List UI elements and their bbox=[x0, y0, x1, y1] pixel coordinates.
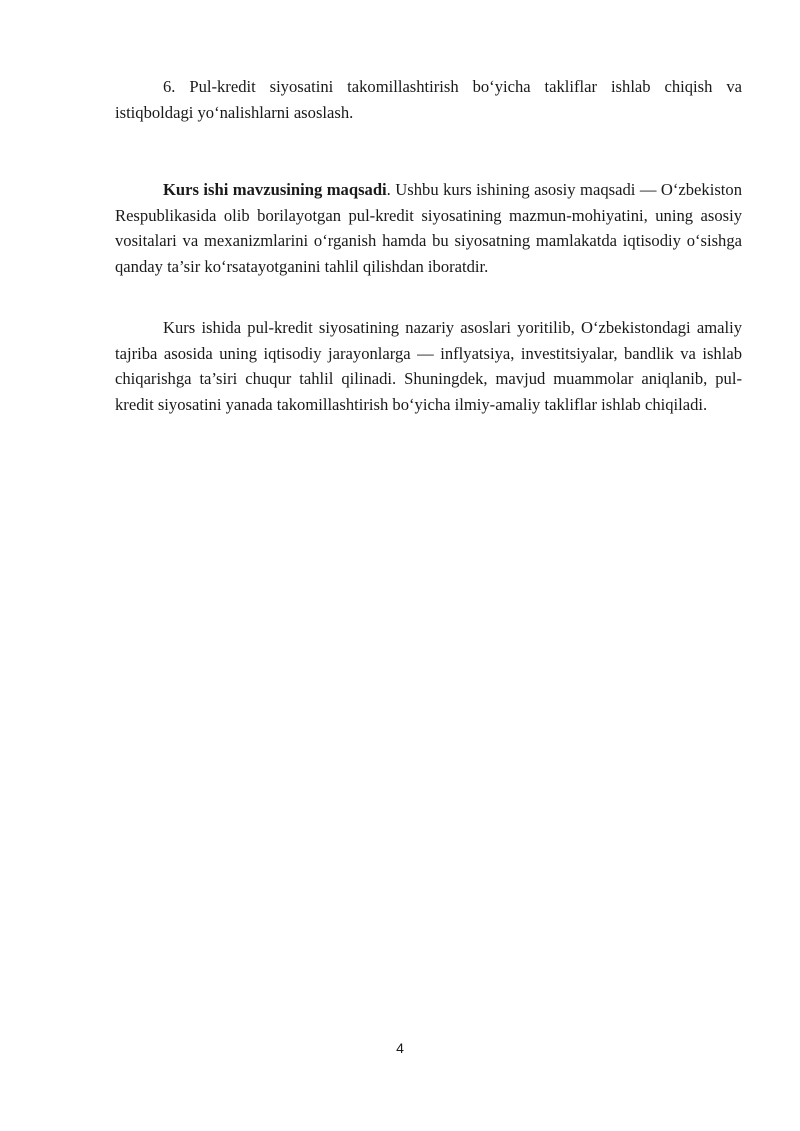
goal-body: . Ushbu kurs ishining asosiy maqsadi — O‘zbekiston Respublikasida olib borilayotgan pul-kredit siyosatining mazmun-mohiyatini, uning asosiy vositalari va mexanizmlarini o‘rganish hamda bu siyosatning mamlakatda iqtisodiy o‘sishga qanday ta’sir ko‘rsatayotganini tahlil qilishdan iboratdir. bbox=[115, 180, 742, 276]
course-paragraph bbox=[115, 315, 742, 417]
list-item-6-text: 6. Pul-kredit siyosatini takomillashtirish bo‘yicha takliflar ishlab chiqish va istiqboldagi yo‘nalishlarni asoslash. bbox=[115, 77, 742, 122]
goal-paragraph bbox=[115, 177, 742, 279]
goal-heading: Kurs ishi mavzusining maqsadi bbox=[163, 180, 387, 199]
page-number: 4 bbox=[396, 1040, 404, 1056]
list-item-6 bbox=[115, 74, 742, 125]
course-paragraph-text: Kurs ishida pul-kredit siyosatining nazariy asoslari yoritilib, O‘zbekistondagi amaliy tajriba asosida uning iqtisodiy jarayonlarga — inflyatsiya, investitsiyalar, bandlik va ishlab chiqarishga ta’siri chuqur tahlil qilinadi. Shuningdek, mavjud muammolar aniqlanib, pul-kredit siyosatini yanada takomillashtirish bo‘yicha ilmiy-amaliy takliflar ishlab chiqiladi. bbox=[115, 318, 742, 414]
